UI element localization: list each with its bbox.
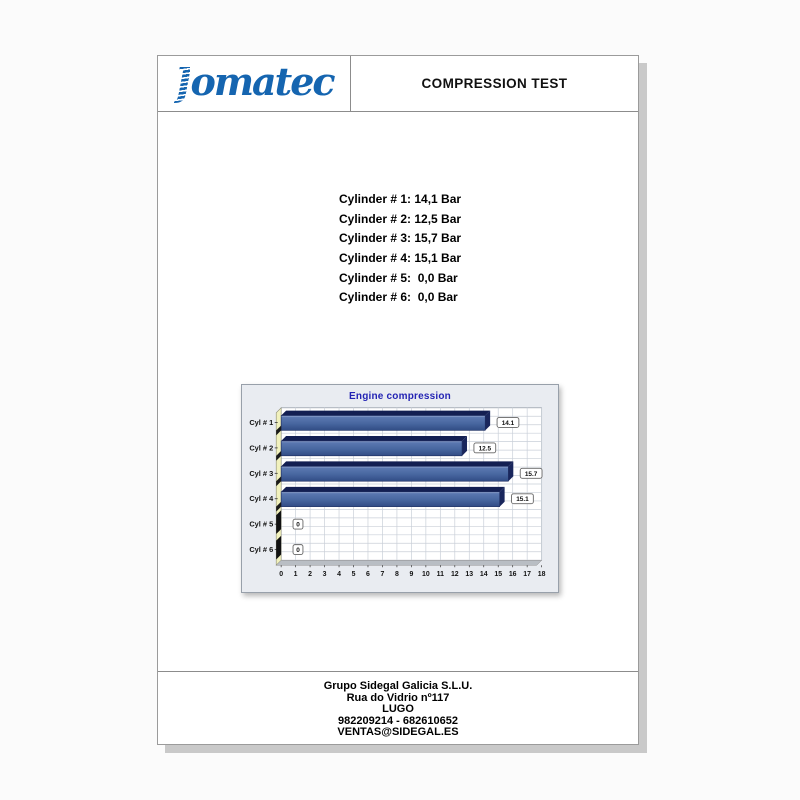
svg-text:10: 10 <box>422 571 430 579</box>
svg-text:0: 0 <box>279 571 284 579</box>
svg-text:15.7: 15.7 <box>524 470 538 478</box>
svg-text:14.1: 14.1 <box>501 419 515 427</box>
svg-text:0: 0 <box>296 521 300 529</box>
svg-text:15.1: 15.1 <box>516 496 529 504</box>
footer-line: 982209214 - 682610652 <box>338 714 458 727</box>
cylinder-reading: Cylinder # 6: 0,0 Bar <box>339 290 458 305</box>
svg-text:15: 15 <box>494 571 503 579</box>
logo-letters-rest: omatec <box>190 58 334 104</box>
svg-text:11: 11 <box>436 571 444 579</box>
svg-text:Cyl # 2: Cyl # 2 <box>249 443 274 453</box>
cylinder-reading: Cylinder # 1: 14,1 Bar <box>339 192 462 206</box>
footer-line: LUGO <box>382 703 414 716</box>
cylinder-reading: Cylinder # 2: 12,5 Bar <box>339 211 462 226</box>
svg-text:9: 9 <box>409 571 414 579</box>
svg-text:Cyl # 4: Cyl # 4 <box>249 494 274 504</box>
svg-text:1: 1 <box>293 571 298 579</box>
svg-text:0: 0 <box>296 547 300 555</box>
svg-text:2: 2 <box>308 571 313 579</box>
svg-text:5: 5 <box>351 571 356 579</box>
svg-text:3: 3 <box>322 571 327 579</box>
footer-line: Grupo Sidegal Galicia S.L.U. <box>323 680 473 692</box>
svg-text:18: 18 <box>537 571 546 579</box>
document-title: COMPRESSION TEST <box>421 76 568 91</box>
logo-cell <box>158 56 351 111</box>
svg-text:4: 4 <box>337 571 341 579</box>
logo-letter-j: J <box>174 58 191 104</box>
compression-chart-panel <box>241 384 559 593</box>
svg-text:12: 12 <box>450 571 459 579</box>
cylinder-reading: Cylinder # 3: 15,7 Bar <box>339 231 462 246</box>
report-page <box>157 55 639 745</box>
footer-line: VENTAS@SIDEGAL.ES <box>337 726 459 739</box>
svg-text:7: 7 <box>380 571 385 579</box>
title-cell <box>351 56 638 111</box>
compression-chart <box>242 385 558 592</box>
svg-text:8: 8 <box>394 571 399 579</box>
report-header <box>158 56 638 112</box>
chart-title: Engine compression <box>349 391 451 402</box>
svg-text:Cyl # 5: Cyl # 5 <box>249 519 274 529</box>
footer-line: Rua do Vidrio nº117 <box>346 691 450 704</box>
cylinder-readings-list <box>339 192 461 310</box>
jomatec-logo <box>174 58 334 105</box>
cylinder-reading: Cylinder # 4: 15,1 Bar <box>339 251 462 266</box>
svg-text:Cyl # 3: Cyl # 3 <box>249 468 274 478</box>
svg-text:12.5: 12.5 <box>478 445 492 453</box>
svg-text:17: 17 <box>523 571 532 579</box>
svg-text:6: 6 <box>366 571 370 579</box>
cylinder-reading: Cylinder # 5: 0,0 Bar <box>339 270 458 285</box>
report-footer <box>158 671 638 745</box>
svg-text:16: 16 <box>508 571 517 579</box>
svg-text:14: 14 <box>479 571 488 579</box>
svg-text:Cyl # 1: Cyl # 1 <box>249 417 274 427</box>
svg-text:13: 13 <box>465 571 474 579</box>
svg-text:Cyl # 6: Cyl # 6 <box>249 545 274 555</box>
